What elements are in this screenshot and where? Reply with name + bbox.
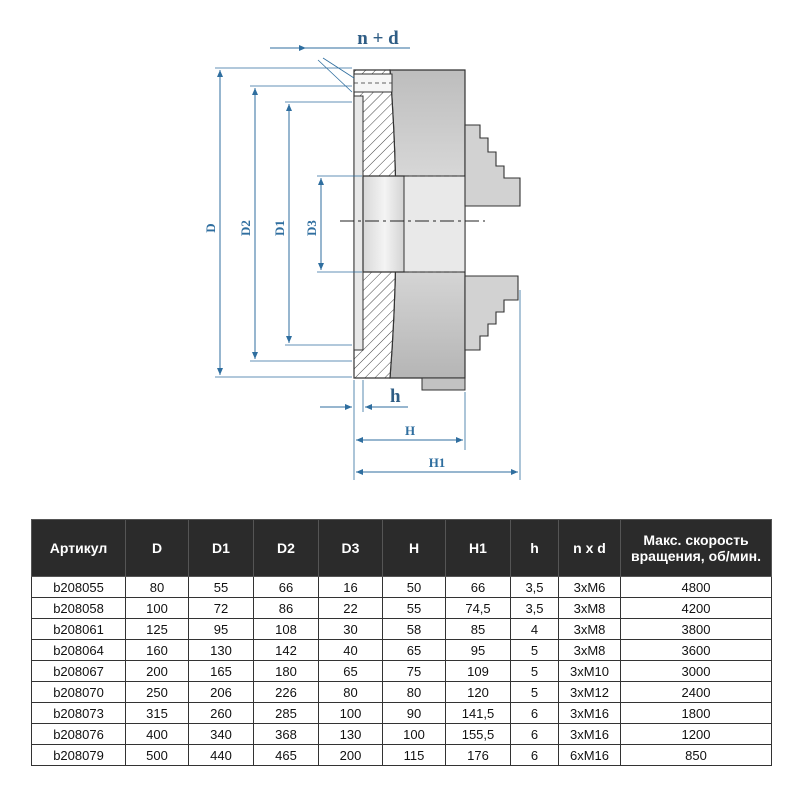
table-cell: 500 [126, 745, 189, 766]
table-row [32, 598, 772, 619]
table-cell: 200 [126, 661, 189, 682]
table-cell: 206 [189, 682, 254, 703]
table-cell: 4800 [621, 577, 772, 598]
label-H: H [404, 423, 416, 438]
table-cell: 850 [621, 745, 772, 766]
table-cell: 66 [254, 577, 319, 598]
table-cell: 130 [189, 640, 254, 661]
table-cell: 95 [446, 640, 511, 661]
table-cell: 95 [189, 619, 254, 640]
table-cell: 80 [383, 682, 446, 703]
label-h: h [390, 386, 401, 407]
table-cell: 115 [383, 745, 446, 766]
table-cell: 75 [383, 661, 446, 682]
table-cell: 65 [319, 661, 383, 682]
table-cell: 6 [511, 745, 559, 766]
table-cell: b208055 [32, 577, 126, 598]
table-cell: 90 [383, 703, 446, 724]
table-cell: 6 [511, 703, 559, 724]
label-D3: D3 [304, 220, 319, 236]
table-cell: 165 [189, 661, 254, 682]
header-D2: D2 [254, 520, 319, 577]
table-cell: 180 [254, 661, 319, 682]
table-cell: 200 [319, 745, 383, 766]
table-cell: 155,5 [446, 724, 511, 745]
table-cell: 72 [189, 598, 254, 619]
table-cell: 100 [383, 724, 446, 745]
label-D2: D2 [238, 220, 253, 236]
table-cell: 250 [126, 682, 189, 703]
table-cell: 141,5 [446, 703, 511, 724]
label-D1: D1 [272, 220, 287, 236]
table-cell: 2400 [621, 682, 772, 703]
table-cell: 260 [189, 703, 254, 724]
table-cell: 4200 [621, 598, 772, 619]
table-cell: 5 [511, 661, 559, 682]
table-cell: 3800 [621, 619, 772, 640]
table-cell: 120 [446, 682, 511, 703]
table-cell: 3xM12 [559, 682, 621, 703]
table-cell: b208073 [32, 703, 126, 724]
label-D: D [203, 223, 218, 233]
table-cell: 1200 [621, 724, 772, 745]
table-cell: b208067 [32, 661, 126, 682]
chuck-jaw-lower [465, 276, 518, 350]
table-cell: 3xM8 [559, 598, 621, 619]
table-cell: 22 [319, 598, 383, 619]
table-cell: 160 [126, 640, 189, 661]
table-cell: 6 [511, 724, 559, 745]
header-D1: D1 [189, 520, 254, 577]
header-article: Артикул [32, 520, 126, 577]
table-cell: 368 [254, 724, 319, 745]
table-cell: 340 [189, 724, 254, 745]
table-cell: 55 [383, 598, 446, 619]
table-cell: b208070 [32, 682, 126, 703]
table-cell: 315 [126, 703, 189, 724]
header-H1: H1 [446, 520, 511, 577]
table-row [32, 703, 772, 724]
table-cell: 108 [254, 619, 319, 640]
label-n-d: n + d [357, 28, 399, 49]
table-cell: 4 [511, 619, 559, 640]
table-row [32, 724, 772, 745]
table-cell: 3,5 [511, 598, 559, 619]
table-row [32, 661, 772, 682]
header-max-speed: Макс. скорость вращения, об/мин. [621, 520, 772, 577]
table-cell: 85 [446, 619, 511, 640]
table-cell: 65 [383, 640, 446, 661]
table-cell: 5 [511, 640, 559, 661]
table-cell: b208058 [32, 598, 126, 619]
chuck-jaw-upper [465, 125, 520, 206]
table-header-row [32, 520, 772, 577]
table-cell: b208061 [32, 619, 126, 640]
table-cell: 226 [254, 682, 319, 703]
table-row [32, 640, 772, 661]
table-row [32, 745, 772, 766]
header-h: h [511, 520, 559, 577]
table-cell: 125 [126, 619, 189, 640]
table-cell: 80 [126, 577, 189, 598]
table-cell: 100 [126, 598, 189, 619]
table-cell: 66 [446, 577, 511, 598]
table-cell: 16 [319, 577, 383, 598]
table-row [32, 682, 772, 703]
table-cell: 3xM10 [559, 661, 621, 682]
table-cell: 130 [319, 724, 383, 745]
table-cell: 285 [254, 703, 319, 724]
table-cell: 3xM8 [559, 619, 621, 640]
header-D3: D3 [319, 520, 383, 577]
table-cell: 3xM16 [559, 724, 621, 745]
table-row [32, 577, 772, 598]
table-cell: 176 [446, 745, 511, 766]
table-cell: 86 [254, 598, 319, 619]
table-cell: 55 [189, 577, 254, 598]
table-cell: 3600 [621, 640, 772, 661]
table-cell: 3xM6 [559, 577, 621, 598]
table-cell: 40 [319, 640, 383, 661]
table-cell: 109 [446, 661, 511, 682]
label-H1: H1 [428, 455, 446, 470]
specification-table [31, 519, 772, 766]
table-cell: b208076 [32, 724, 126, 745]
table-cell: 440 [189, 745, 254, 766]
table-cell: 3,5 [511, 577, 559, 598]
table-cell: 58 [383, 619, 446, 640]
table-cell: b208064 [32, 640, 126, 661]
table-cell: b208079 [32, 745, 126, 766]
table-cell: 6xM16 [559, 745, 621, 766]
table-row [32, 619, 772, 640]
header-D: D [126, 520, 189, 577]
table-cell: 400 [126, 724, 189, 745]
table-cell: 80 [319, 682, 383, 703]
chuck-body [354, 70, 465, 390]
table-cell: 50 [383, 577, 446, 598]
table-cell: 5 [511, 682, 559, 703]
table-cell: 30 [319, 619, 383, 640]
table-cell: 465 [254, 745, 319, 766]
table-cell: 3000 [621, 661, 772, 682]
table-cell: 100 [319, 703, 383, 724]
table-cell: 142 [254, 640, 319, 661]
table-body [32, 577, 772, 766]
table-cell: 1800 [621, 703, 772, 724]
table-cell: 3xM16 [559, 703, 621, 724]
header-H: H [383, 520, 446, 577]
table-cell: 74,5 [446, 598, 511, 619]
table-cell: 3xM8 [559, 640, 621, 661]
header-n-x-d: n x d [559, 520, 621, 577]
